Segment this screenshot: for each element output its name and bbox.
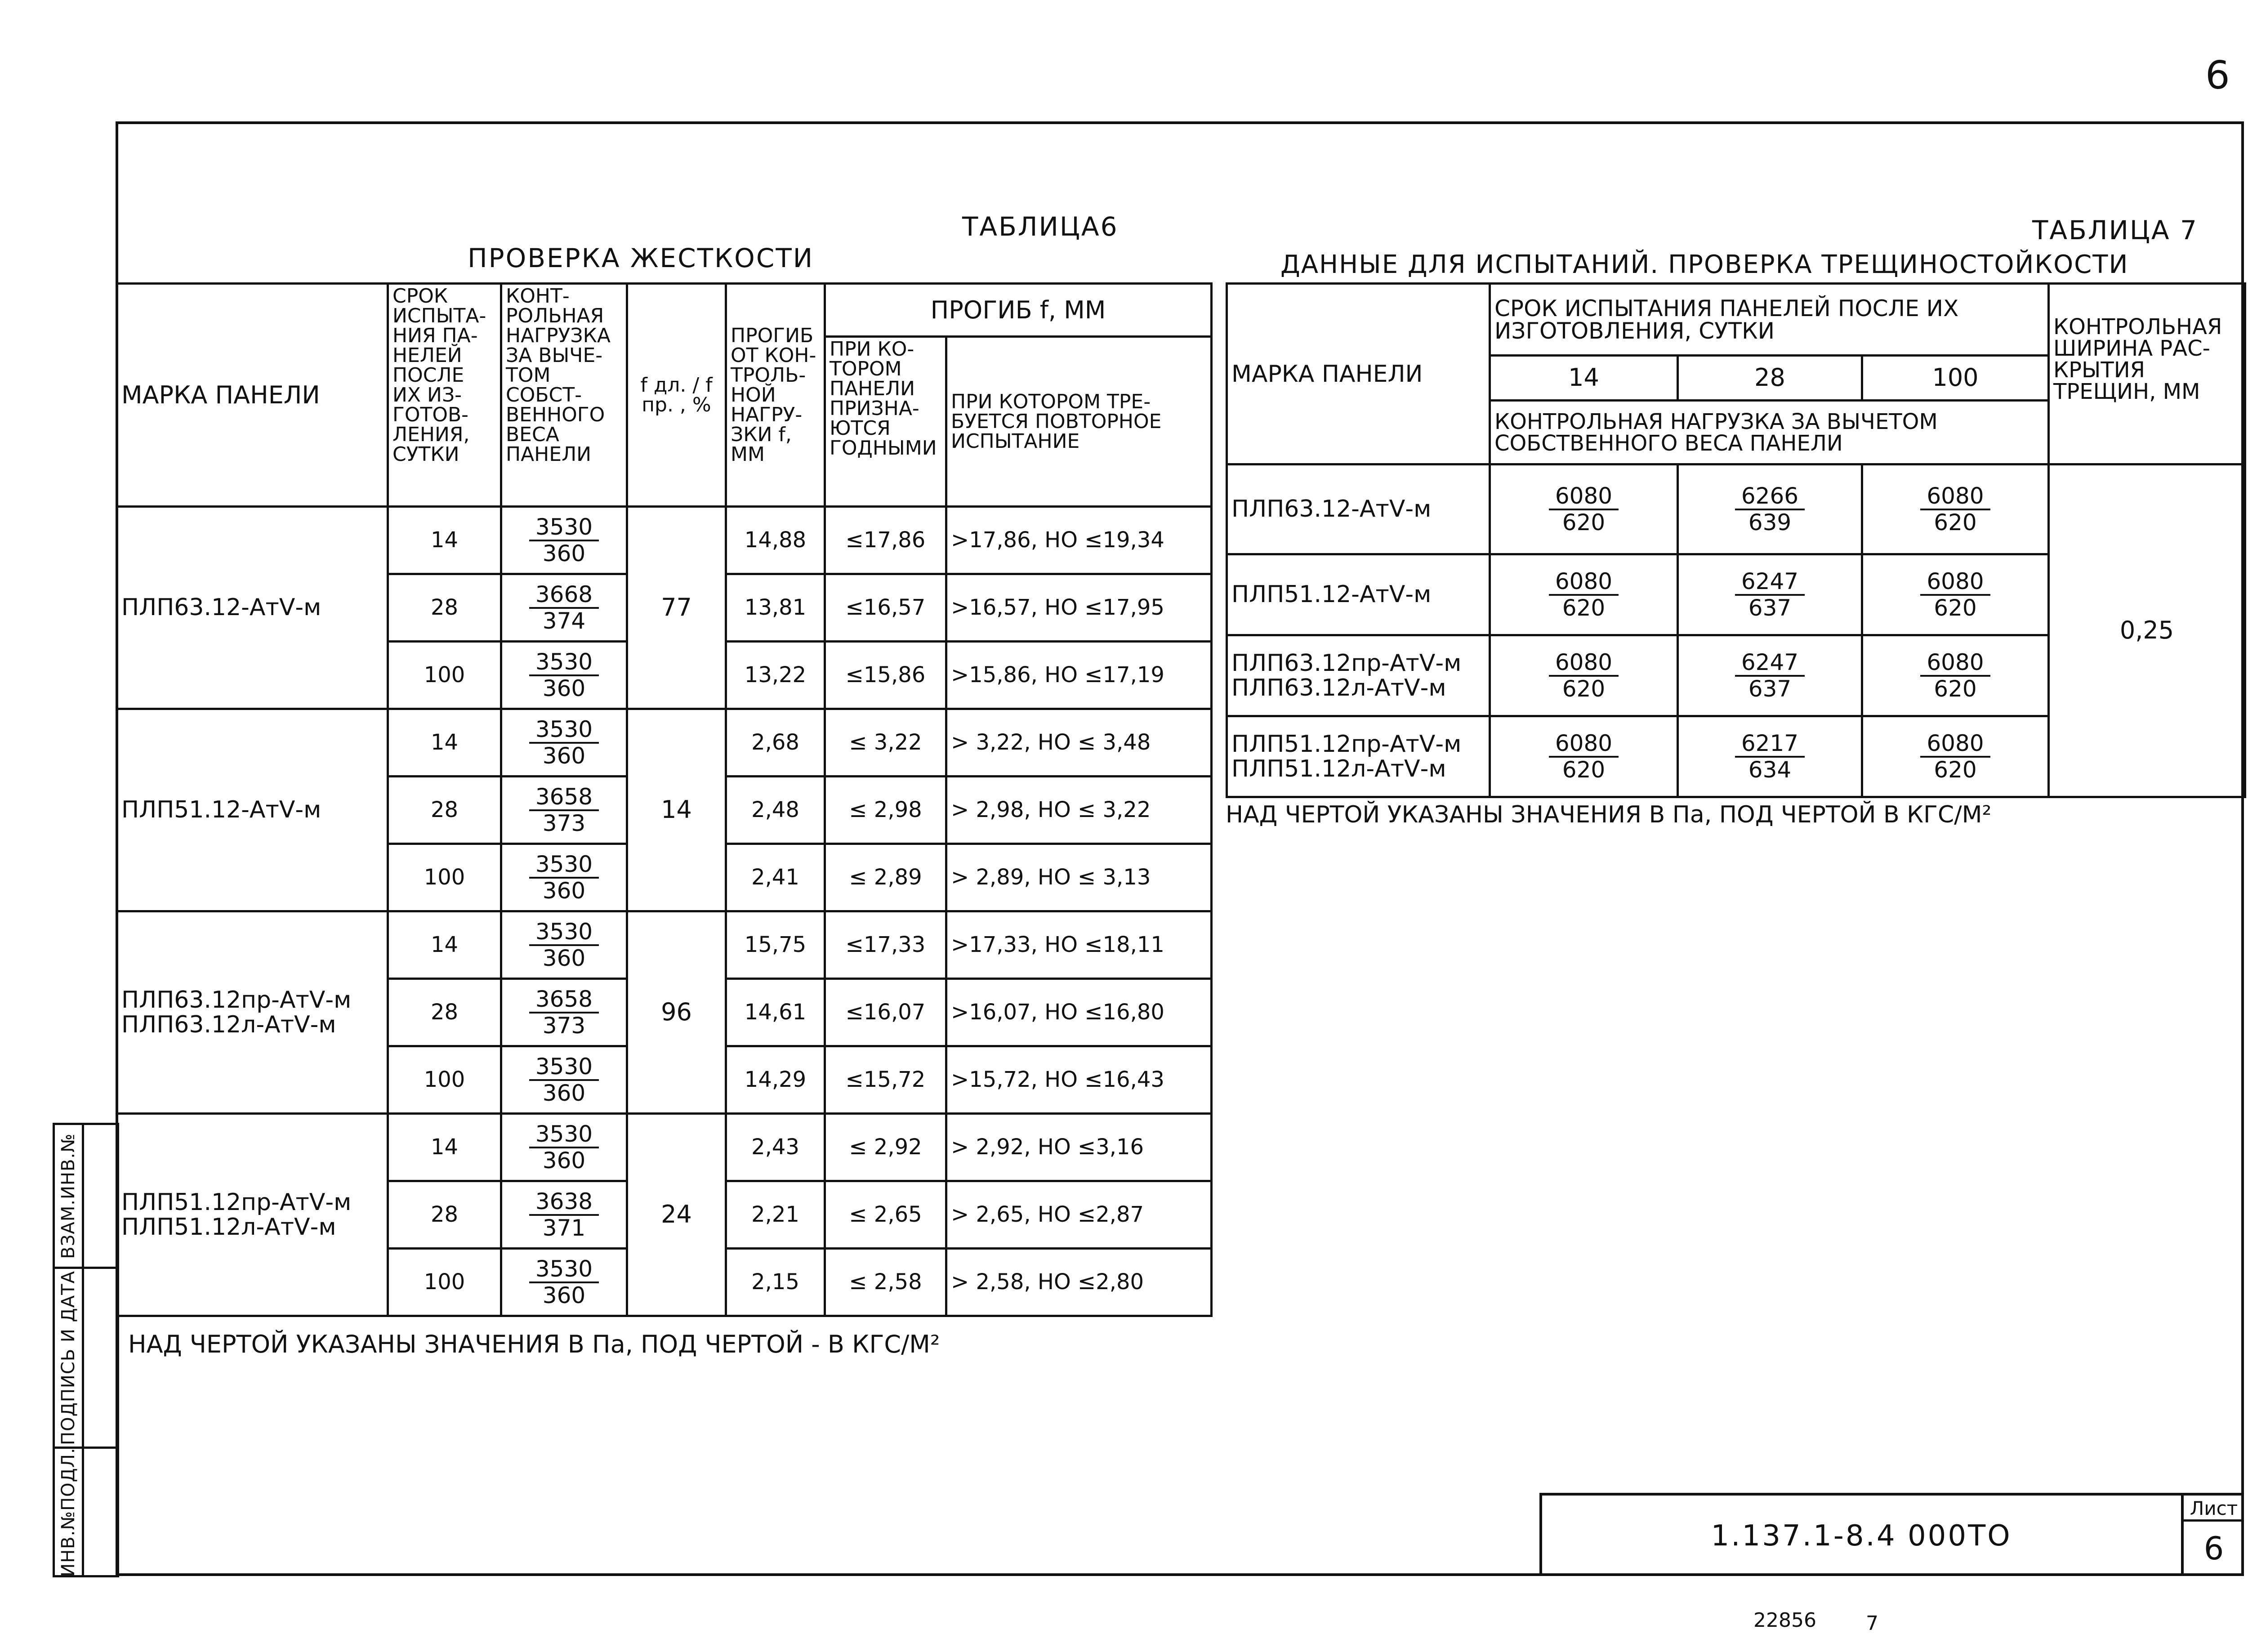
panel-mark: ПЛП63.12пр-АтⅤ-м ПЛП63.12л-АтⅤ-м <box>1227 635 1490 716</box>
control-load <box>501 709 627 777</box>
control-load <box>501 574 627 642</box>
deflection-value: 2,15 <box>726 1249 825 1316</box>
fraction-denominator: 620 <box>1562 675 1606 702</box>
accept-limit: ≤15,72 <box>825 1046 946 1114</box>
control-load <box>1862 716 2049 797</box>
deflection-value: 14,88 <box>726 507 825 574</box>
fraction-denominator: 639 <box>1748 509 1792 536</box>
control-load <box>1862 554 2049 635</box>
t7-head-term-group: СРОК ИСПЫТАНИЯ ПАНЕЛЕЙ ПОСЛЕ ИХ ИЗГОТОВЛЕНИЯ, СУТКИ <box>1490 284 2049 356</box>
deflection-value: 13,81 <box>726 574 825 642</box>
table6-label: ТАБЛИЦА6 <box>962 211 1119 242</box>
load-fraction <box>1920 650 1990 701</box>
fraction-numerator: 3530 <box>529 920 599 946</box>
accept-limit: ≤ 2,58 <box>825 1249 946 1316</box>
panel-mark: ПЛП51.12-АтⅤ-м <box>117 709 388 911</box>
fraction-denominator: 620 <box>1934 675 1977 702</box>
control-load <box>501 911 627 979</box>
accept-limit: ≤ 2,89 <box>825 844 946 911</box>
term-days: 100 <box>388 642 501 709</box>
table7-note: НАД ЧЕРТОЙ УКАЗАНЫ ЗНАЧЕНИЯ В Па, ПОД ЧЕРТОЙ В КГС/М² <box>1226 801 1992 828</box>
table7 <box>1226 282 2246 798</box>
fraction-denominator: 620 <box>1562 509 1606 536</box>
load-fraction <box>529 582 599 634</box>
t7-head-day-100: 100 <box>1862 356 2049 401</box>
fraction-numerator: 3530 <box>529 852 599 879</box>
fraction-numerator: 6080 <box>1549 569 1619 596</box>
fraction-numerator: 6080 <box>1920 650 1990 677</box>
panel-mark: ПЛП51.12пр-АтⅤ-м ПЛП51.12л-АтⅤ-м <box>117 1114 388 1316</box>
ratio-percent: 14 <box>627 709 726 911</box>
control-load <box>1490 554 1678 635</box>
accept-limit: ≤15,86 <box>825 642 946 709</box>
t7-head-mark: МАРКА ПАНЕЛИ <box>1227 284 1490 464</box>
fraction-numerator: 6217 <box>1735 731 1805 758</box>
load-fraction <box>529 1189 599 1241</box>
side-cell-podl <box>55 1449 117 1575</box>
fraction-denominator: 637 <box>1748 594 1792 621</box>
retest-range: >16,57, НО ≤17,95 <box>946 574 1212 642</box>
accept-limit: ≤16,07 <box>825 979 946 1046</box>
fraction-numerator: 6247 <box>1735 650 1805 677</box>
fraction-denominator: 360 <box>542 540 586 567</box>
control-load <box>1678 554 1862 635</box>
fraction-denominator: 360 <box>542 877 586 904</box>
load-fraction <box>1920 569 1990 621</box>
load-fraction <box>529 1122 599 1173</box>
fraction-numerator: 6080 <box>1549 731 1619 758</box>
side-cell-sign <box>55 1269 117 1449</box>
table-row <box>117 1114 1212 1181</box>
t6-head-prog-group: ПРОГИБ f, ММ <box>825 284 1212 337</box>
term-days: 28 <box>388 574 501 642</box>
table-row <box>117 911 1212 979</box>
page-number: 6 <box>2205 53 2230 98</box>
load-fraction <box>1549 731 1619 782</box>
ratio-percent: 96 <box>627 911 726 1114</box>
control-load <box>501 1114 627 1181</box>
control-load <box>1862 635 2049 716</box>
side-cell-vzam <box>55 1125 117 1269</box>
fraction-denominator: 620 <box>1562 756 1606 783</box>
t7-head-day-14: 14 <box>1490 356 1678 401</box>
fraction-denominator: 620 <box>1934 594 1977 621</box>
t6-head-mark: МАРКА ПАНЕЛИ <box>117 284 388 507</box>
table7-title: ДАННЫЕ ДЛЯ ИСПЫТАНИЙ. ПРОВЕРКА ТРЕЩИНОСТОЙКОСТИ <box>1280 250 2129 279</box>
fraction-denominator: 620 <box>1934 509 1977 536</box>
deflection-value: 2,41 <box>726 844 825 911</box>
fraction-numerator: 6080 <box>1920 731 1990 758</box>
table6 <box>116 282 1213 1317</box>
accept-limit: ≤ 2,65 <box>825 1181 946 1249</box>
load-fraction <box>529 515 599 566</box>
term-days: 28 <box>388 979 501 1046</box>
control-load <box>1678 464 1862 554</box>
deflection-value: 2,68 <box>726 709 825 777</box>
control-load <box>501 1249 627 1316</box>
accept-limit: ≤17,33 <box>825 911 946 979</box>
t6-head-load: КОНТ-РОЛЬНАЯ НАГРУЗКА ЗА ВЫЧЕ-ТОМ СОБСТ-ВЕННОГО ВЕСА ПАНЕЛИ <box>501 284 627 507</box>
fraction-numerator: 3530 <box>529 1054 599 1081</box>
retest-range: > 3,22, НО ≤ 3,48 <box>946 709 1212 777</box>
deflection-value: 2,48 <box>726 777 825 844</box>
accept-limit: ≤ 2,98 <box>825 777 946 844</box>
fraction-denominator: 360 <box>542 1282 586 1308</box>
sheet-label: Лист <box>2184 1496 2244 1522</box>
term-days: 14 <box>388 1114 501 1181</box>
load-fraction <box>529 852 599 903</box>
panel-mark: ПЛП63.12пр-АтⅤ-м ПЛП63.12л-АтⅤ-м <box>117 911 388 1114</box>
side-label-podl: ИНВ.№ПОДЛ. <box>58 1447 79 1577</box>
fraction-denominator: 360 <box>542 675 586 701</box>
fraction-numerator: 3638 <box>529 1189 599 1216</box>
load-fraction <box>1735 731 1805 782</box>
copy-number: 7 <box>1866 1612 1878 1635</box>
load-fraction <box>529 717 599 768</box>
term-days: 14 <box>388 507 501 574</box>
term-days: 100 <box>388 1046 501 1114</box>
accept-limit: ≤16,57 <box>825 574 946 642</box>
load-fraction <box>1549 569 1619 621</box>
retest-range: > 2,98, НО ≤ 3,22 <box>946 777 1212 844</box>
load-fraction <box>1920 731 1990 782</box>
control-load <box>501 979 627 1046</box>
panel-mark: ПЛП51.12-АтⅤ-м <box>1227 554 1490 635</box>
term-days: 100 <box>388 844 501 911</box>
retest-range: >17,33, НО ≤18,11 <box>946 911 1212 979</box>
fraction-numerator: 6247 <box>1735 569 1805 596</box>
fraction-denominator: 634 <box>1748 756 1792 783</box>
retest-range: >15,72, НО ≤16,43 <box>946 1046 1212 1114</box>
fraction-denominator: 637 <box>1748 675 1792 702</box>
fraction-numerator: 6080 <box>1549 650 1619 677</box>
side-label-vzam: ВЗАМ.ИНВ.№ <box>58 1133 79 1259</box>
load-fraction <box>1549 484 1619 535</box>
load-fraction <box>1735 650 1805 701</box>
load-fraction <box>529 920 599 971</box>
control-load <box>1490 635 1678 716</box>
t7-head-day-28: 28 <box>1678 356 1862 401</box>
fraction-numerator: 3668 <box>529 582 599 609</box>
retest-range: >15,86, НО ≤17,19 <box>946 642 1212 709</box>
retest-range: >17,86, НО ≤19,34 <box>946 507 1212 574</box>
term-days: 14 <box>388 911 501 979</box>
fraction-numerator: 3530 <box>529 650 599 676</box>
deflection-value: 13,22 <box>726 642 825 709</box>
retest-range: > 2,58, НО ≤2,80 <box>946 1249 1212 1316</box>
control-load <box>501 642 627 709</box>
table6-title: ПРОВЕРКА ЖЕСТКОСТИ <box>468 243 814 273</box>
t6-head-retest: ПРИ КОТОРОМ ТРЕ-БУЕТСЯ ПОВТОРНОЕ ИСПЫТАНИЕ <box>946 337 1212 507</box>
load-fraction <box>1735 569 1805 621</box>
fraction-denominator: 373 <box>542 1012 586 1039</box>
sheet-box <box>2181 1496 2244 1576</box>
control-load <box>1678 635 1862 716</box>
fraction-denominator: 360 <box>542 1147 586 1174</box>
fraction-numerator: 3530 <box>529 1122 599 1148</box>
fraction-denominator: 371 <box>542 1214 586 1241</box>
term-days: 14 <box>388 709 501 777</box>
table7-label: ТАБЛИЦА 7 <box>2032 215 2198 246</box>
fraction-denominator: 373 <box>542 810 586 836</box>
fraction-denominator: 360 <box>542 1080 586 1106</box>
crack-width: 0,25 <box>2049 464 2245 797</box>
archive-number: 22856 <box>1753 1609 1816 1632</box>
panel-mark: ПЛП51.12пр-АтⅤ-м ПЛП51.12л-АтⅤ-м <box>1227 716 1490 797</box>
control-load <box>501 1046 627 1114</box>
control-load <box>1490 716 1678 797</box>
load-fraction <box>1549 650 1619 701</box>
deflection-value: 2,43 <box>726 1114 825 1181</box>
control-load <box>1490 464 1678 554</box>
ratio-percent: 77 <box>627 507 726 709</box>
load-fraction <box>1735 484 1805 535</box>
table-row <box>117 507 1212 574</box>
load-fraction <box>529 785 599 836</box>
control-load <box>501 844 627 911</box>
title-block <box>1539 1493 2244 1576</box>
fraction-numerator: 6266 <box>1735 484 1805 510</box>
control-load <box>501 1181 627 1249</box>
control-load <box>1862 464 2049 554</box>
load-fraction <box>1920 484 1990 535</box>
t6-head-accept: ПРИ КО-ТОРОМ ПАНЕЛИ ПРИЗНА-ЮТСЯ ГОДНЫМИ <box>825 337 946 507</box>
fraction-numerator: 3530 <box>529 515 599 541</box>
term-days: 28 <box>388 1181 501 1249</box>
load-fraction <box>529 1054 599 1106</box>
fraction-denominator: 620 <box>1562 594 1606 621</box>
side-stamp <box>53 1123 119 1577</box>
fraction-numerator: 3658 <box>529 785 599 811</box>
t6-head-deflection: ПРОГИБ ОТ КОН-ТРОЛЬ-НОЙ НАГРУ-ЗКИ f, ММ <box>726 284 825 507</box>
sheet-number: 6 <box>2203 1530 2224 1567</box>
fraction-denominator: 374 <box>542 607 586 634</box>
table6-note: НАД ЧЕРТОЙ УКАЗАНЫ ЗНАЧЕНИЯ В Па, ПОД ЧЕРТОЙ - В КГС/М² <box>128 1330 940 1358</box>
term-days: 28 <box>388 777 501 844</box>
table-row <box>1227 464 2245 554</box>
accept-limit: ≤ 3,22 <box>825 709 946 777</box>
control-load <box>1678 716 1862 797</box>
t6-head-ratio: f дл. / f пр. , % <box>627 284 726 507</box>
t6-head-term: СРОК ИСПЫТА-НИЯ ПА-НЕЛЕЙ ПОСЛЕ ИХ ИЗ-ГОТОВ-ЛЕНИЯ, СУТКИ <box>388 284 501 507</box>
document-code: 1.137.1-8.4 000ТО <box>1711 1519 2012 1553</box>
retest-range: > 2,65, НО ≤2,87 <box>946 1181 1212 1249</box>
load-fraction <box>529 650 599 701</box>
fraction-numerator: 6080 <box>1920 569 1990 596</box>
deflection-value: 15,75 <box>726 911 825 979</box>
accept-limit: ≤17,86 <box>825 507 946 574</box>
accept-limit: ≤ 2,92 <box>825 1114 946 1181</box>
fraction-denominator: 360 <box>542 742 586 769</box>
load-fraction <box>529 1257 599 1308</box>
retest-range: > 2,89, НО ≤ 3,13 <box>946 844 1212 911</box>
deflection-value: 14,61 <box>726 979 825 1046</box>
panel-mark: ПЛП63.12-АтⅤ-м <box>1227 464 1490 554</box>
fraction-numerator: 3530 <box>529 1257 599 1283</box>
retest-range: > 2,92, НО ≤3,16 <box>946 1114 1212 1181</box>
fraction-numerator: 6080 <box>1549 484 1619 510</box>
fraction-numerator: 6080 <box>1920 484 1990 510</box>
t7-head-crack: КОНТРОЛЬНАЯ ШИРИНА РАС-КРЫТИЯ ТРЕЩИН, ММ <box>2049 284 2245 464</box>
deflection-value: 2,21 <box>726 1181 825 1249</box>
deflection-value: 14,29 <box>726 1046 825 1114</box>
control-load <box>501 777 627 844</box>
t7-head-load: КОНТРОЛЬНАЯ НАГРУЗКА ЗА ВЫЧЕТОМ СОБСТВЕННОГО ВЕСА ПАНЕЛИ <box>1490 401 2049 464</box>
fraction-denominator: 620 <box>1934 756 1977 783</box>
term-days: 100 <box>388 1249 501 1316</box>
fraction-numerator: 3658 <box>529 987 599 1014</box>
control-load <box>501 507 627 574</box>
panel-mark: ПЛП63.12-АтⅤ-м <box>117 507 388 709</box>
table-row <box>117 709 1212 777</box>
load-fraction <box>529 987 599 1038</box>
retest-range: >16,07, НО ≤16,80 <box>946 979 1212 1046</box>
side-label-sign: ПОДПИСЬ И ДАТА <box>58 1270 79 1445</box>
fraction-denominator: 360 <box>542 945 586 971</box>
fraction-numerator: 3530 <box>529 717 599 744</box>
ratio-percent: 24 <box>627 1114 726 1316</box>
